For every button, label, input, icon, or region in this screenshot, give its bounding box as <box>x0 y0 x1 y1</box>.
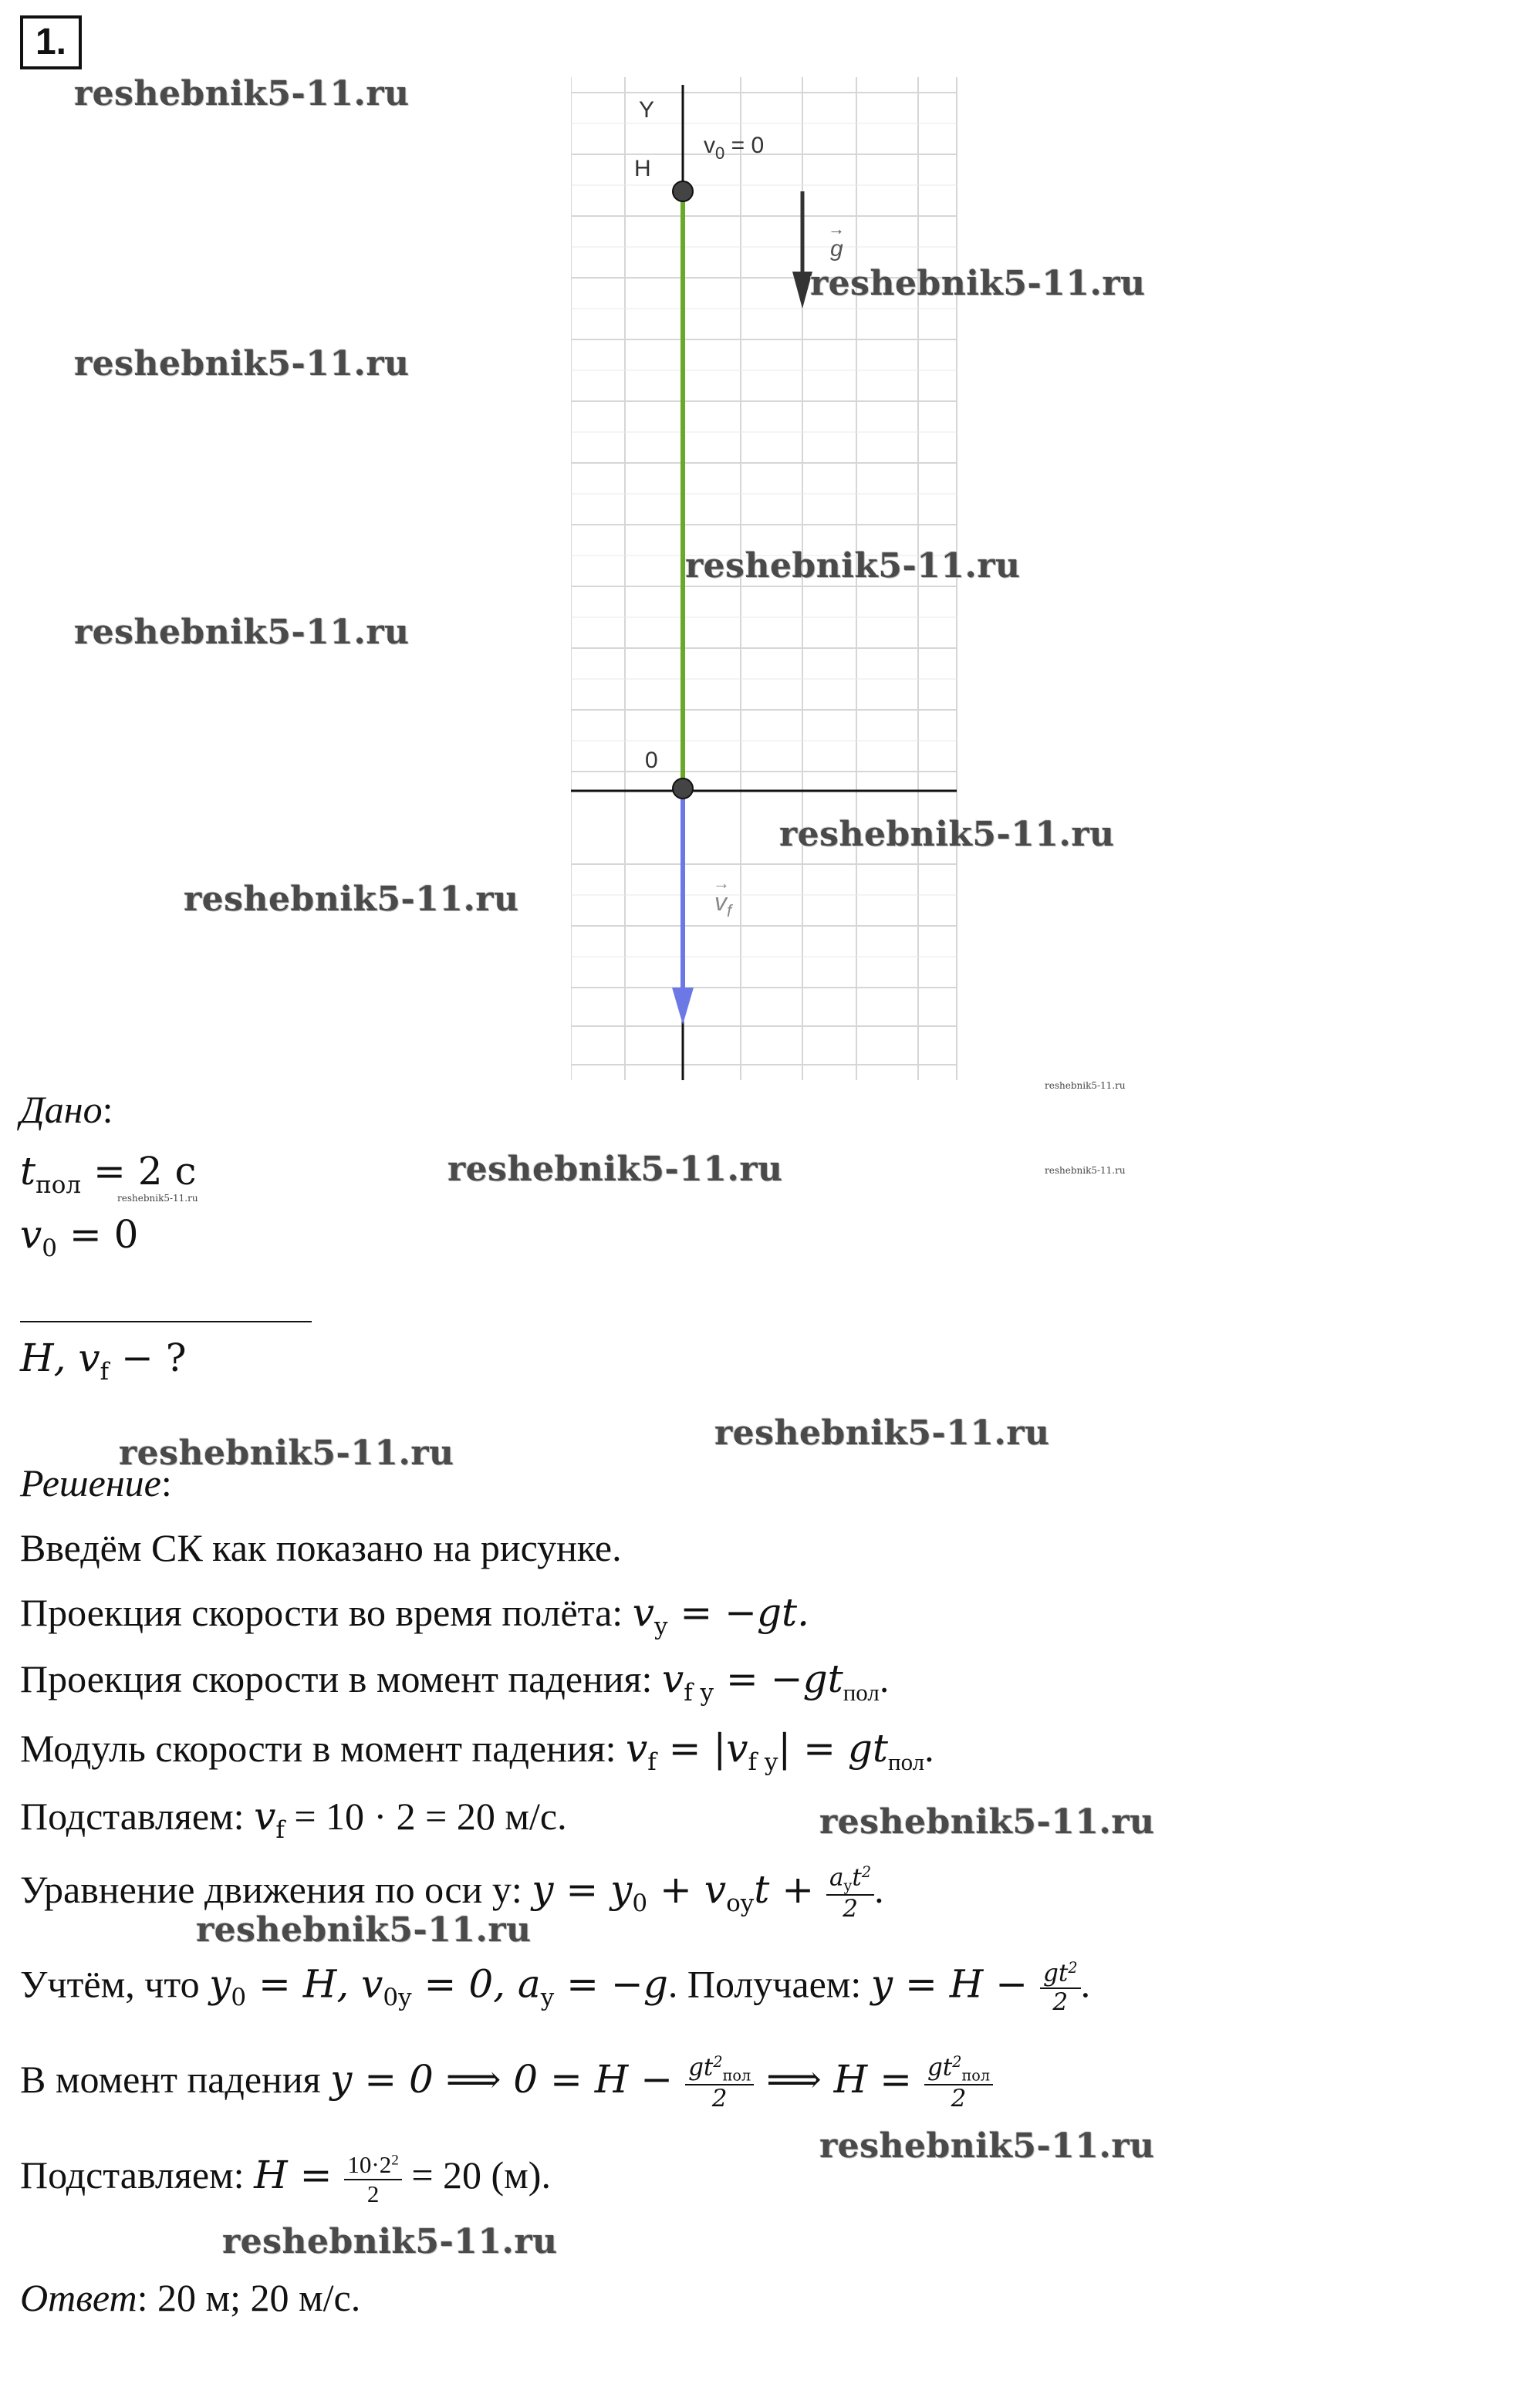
fraction: $\frac{a_yt^2}{2}$ <box>826 1864 874 1923</box>
answer: Ответ: 20 м; 20 м/с. <box>20 2276 361 2319</box>
g-vector-mark: → <box>828 219 845 238</box>
given-find: H, $v_f$ − ? <box>20 1336 187 1386</box>
watermark: reshebnik5-11.ru <box>74 74 410 113</box>
vf-label: $v_f$ <box>714 888 732 920</box>
given-heading: Дано: <box>20 1088 113 1131</box>
given-divider <box>20 1321 312 1322</box>
point-h <box>673 181 693 201</box>
watermark: reshebnik5-11.ru <box>119 1434 454 1473</box>
watermark: reshebnik5-11.ru <box>447 1150 783 1189</box>
solution-line-2: Проекция скорости во время полёта: $v_y = -gt$. <box>20 1590 810 1640</box>
watermark-small: reshebnik5-11.ru <box>117 1193 198 1204</box>
fraction: $\frac{gt^2_{пол}}{2}$ <box>924 2054 993 2113</box>
solution-heading: Решение: <box>20 1461 172 1505</box>
problem-number: 1. <box>20 15 82 69</box>
watermark: reshebnik5-11.ru <box>184 880 519 919</box>
g-label: g <box>830 236 843 262</box>
solution-line-5: Подставляем: $v_f = 10 \cdot 2 = 20$ м/с. <box>20 1794 567 1844</box>
watermark: reshebnik5-11.ru <box>74 344 410 383</box>
watermark: reshebnik5-11.ru <box>685 546 1021 586</box>
fraction: $\frac{10\cdot 2^2}{2}$ <box>344 2151 401 2207</box>
solution-line-6: Уравнение движения по оси y: $y = y_0 + v_{oy}t$ + $\frac{a_yt^2}{2}$ . <box>20 1863 884 1923</box>
given-v0: $v_0 = 0$ <box>20 1212 139 1262</box>
solution-line-8: В момент падения y = 0 ⟹ 0 = H − $\frac{gt^2_{пол}}{2}$ ⟹ H = $\frac{gt^2_{пол}}{2}$ <box>20 2054 993 2113</box>
watermark: reshebnik5-11.ru <box>819 2126 1155 2166</box>
watermark: reshebnik5-11.ru <box>819 1802 1155 1842</box>
watermark: reshebnik5-11.ru <box>779 815 1115 854</box>
solution-line-9: Подставляем: H = $\frac{10\cdot 2^2}{2}$ = 20 (м). <box>20 2151 551 2207</box>
solution-line-3: Проекция скорости в момент падения: $v_{f y} = -gt_{пол}$. <box>20 1656 890 1707</box>
point-h-label: H <box>634 156 651 181</box>
v0-label: $v_0 = 0$ <box>704 133 765 163</box>
vf-arrow-head <box>672 988 694 1025</box>
watermark-small: reshebnik5-11.ru <box>1045 1080 1126 1091</box>
fraction: $\frac{gt^2_{пол}}{2}$ <box>685 2054 754 2113</box>
given-time: $t_{пол} = 2$ с <box>20 1149 197 1199</box>
watermark: reshebnik5-11.ru <box>714 1413 1050 1453</box>
fraction: $\frac{gt^2}{2}$ <box>1040 1960 1081 2017</box>
watermark-small: reshebnik5-11.ru <box>1045 1165 1126 1176</box>
point-origin <box>673 778 693 799</box>
axis-y-label: Y <box>639 97 655 123</box>
watermark: reshebnik5-11.ru <box>196 1910 532 1950</box>
solution-line-4: Модуль скорости в момент падения: $v_f = |v_{f y}| = gt_{пол}$. <box>20 1726 934 1776</box>
vf-vector-mark: → <box>713 873 730 893</box>
solution-line-1: Введём СК как показано на рисунке. <box>20 1526 622 1569</box>
watermark: reshebnik5-11.ru <box>74 613 410 652</box>
watermark: reshebnik5-11.ru <box>222 2222 558 2261</box>
origin-label: 0 <box>645 748 658 773</box>
watermark: reshebnik5-11.ru <box>810 264 1146 303</box>
solution-line-7: Учтём, что $y_0 = H$, $v_{0y} = 0$, $a_y = -g$. Получаем: y = H − $\frac{gt^2}{2}$ . <box>20 1959 1091 2017</box>
